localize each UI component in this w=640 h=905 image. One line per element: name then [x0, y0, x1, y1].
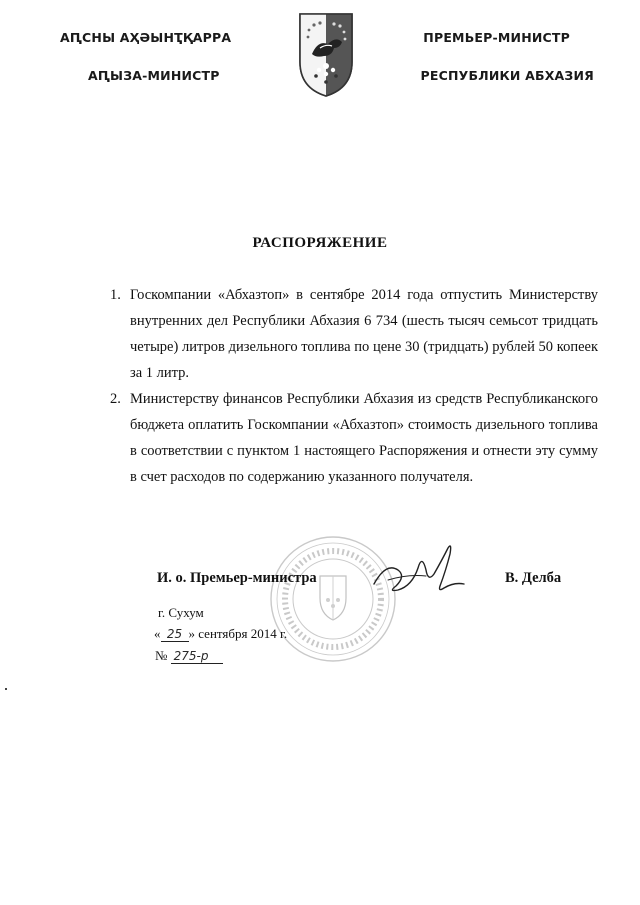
- header-left-line1: АԤСНЫ АҲӘЫНҬҚАРРА: [60, 30, 232, 45]
- date-day-handwritten: 25: [161, 627, 189, 642]
- issue-date: [154, 626, 287, 642]
- number-label: №: [155, 648, 168, 663]
- order-item-text: Госкомпании «Абхазтоп» в сентябре 2014 года отпустить Министерству внутренних дел Республики Абхазия 6 734 (шесть тысяч семьсот тридцать четыре) литров дизельного топлива по цене 30 (тридцать) рублей 50 копеек за 1 литр.: [130, 287, 598, 381]
- order-item-number: 2.: [110, 391, 121, 407]
- order-item: [110, 386, 598, 490]
- handwritten-signature-icon: [368, 540, 468, 602]
- coat-of-arms-of-abkhazia-icon: [296, 10, 356, 98]
- header-right-line2: РЕСПУБЛИКИ АБХАЗИЯ: [420, 68, 594, 83]
- document-title: РАСПОРЯЖЕНИЕ: [252, 235, 388, 251]
- date-rest: » сентября 2014 г.: [188, 626, 288, 641]
- signatory-title: И. о. Премьер-министра: [157, 570, 317, 586]
- number-value-handwritten: 275-р: [171, 649, 223, 664]
- order-item-number: 1.: [110, 287, 121, 303]
- date-open-quote: «: [154, 626, 161, 641]
- scan-speck: [5, 688, 7, 690]
- header-right-line1: ПРЕМЬЕР-МИНИСТР: [423, 30, 570, 45]
- header-left-line2: АԤЫЗА-МИНИСТР: [88, 68, 220, 83]
- order-items-list: [110, 282, 598, 490]
- order-item-text: Министерству финансов Республики Абхазия из средств Республиканского бюджета оплатить Госкомпании «Абхазтоп» стоимость дизельного топлива в соответствии с пунктом 1 настоящего Распоряжения и отнести эту сумму в счет расходов по содержанию указанного получателя.: [130, 391, 598, 485]
- signatory-name: В. Делба: [505, 570, 562, 586]
- order-item: [110, 282, 598, 386]
- issue-place: г. Сухум: [158, 605, 204, 620]
- document-number: [155, 648, 223, 664]
